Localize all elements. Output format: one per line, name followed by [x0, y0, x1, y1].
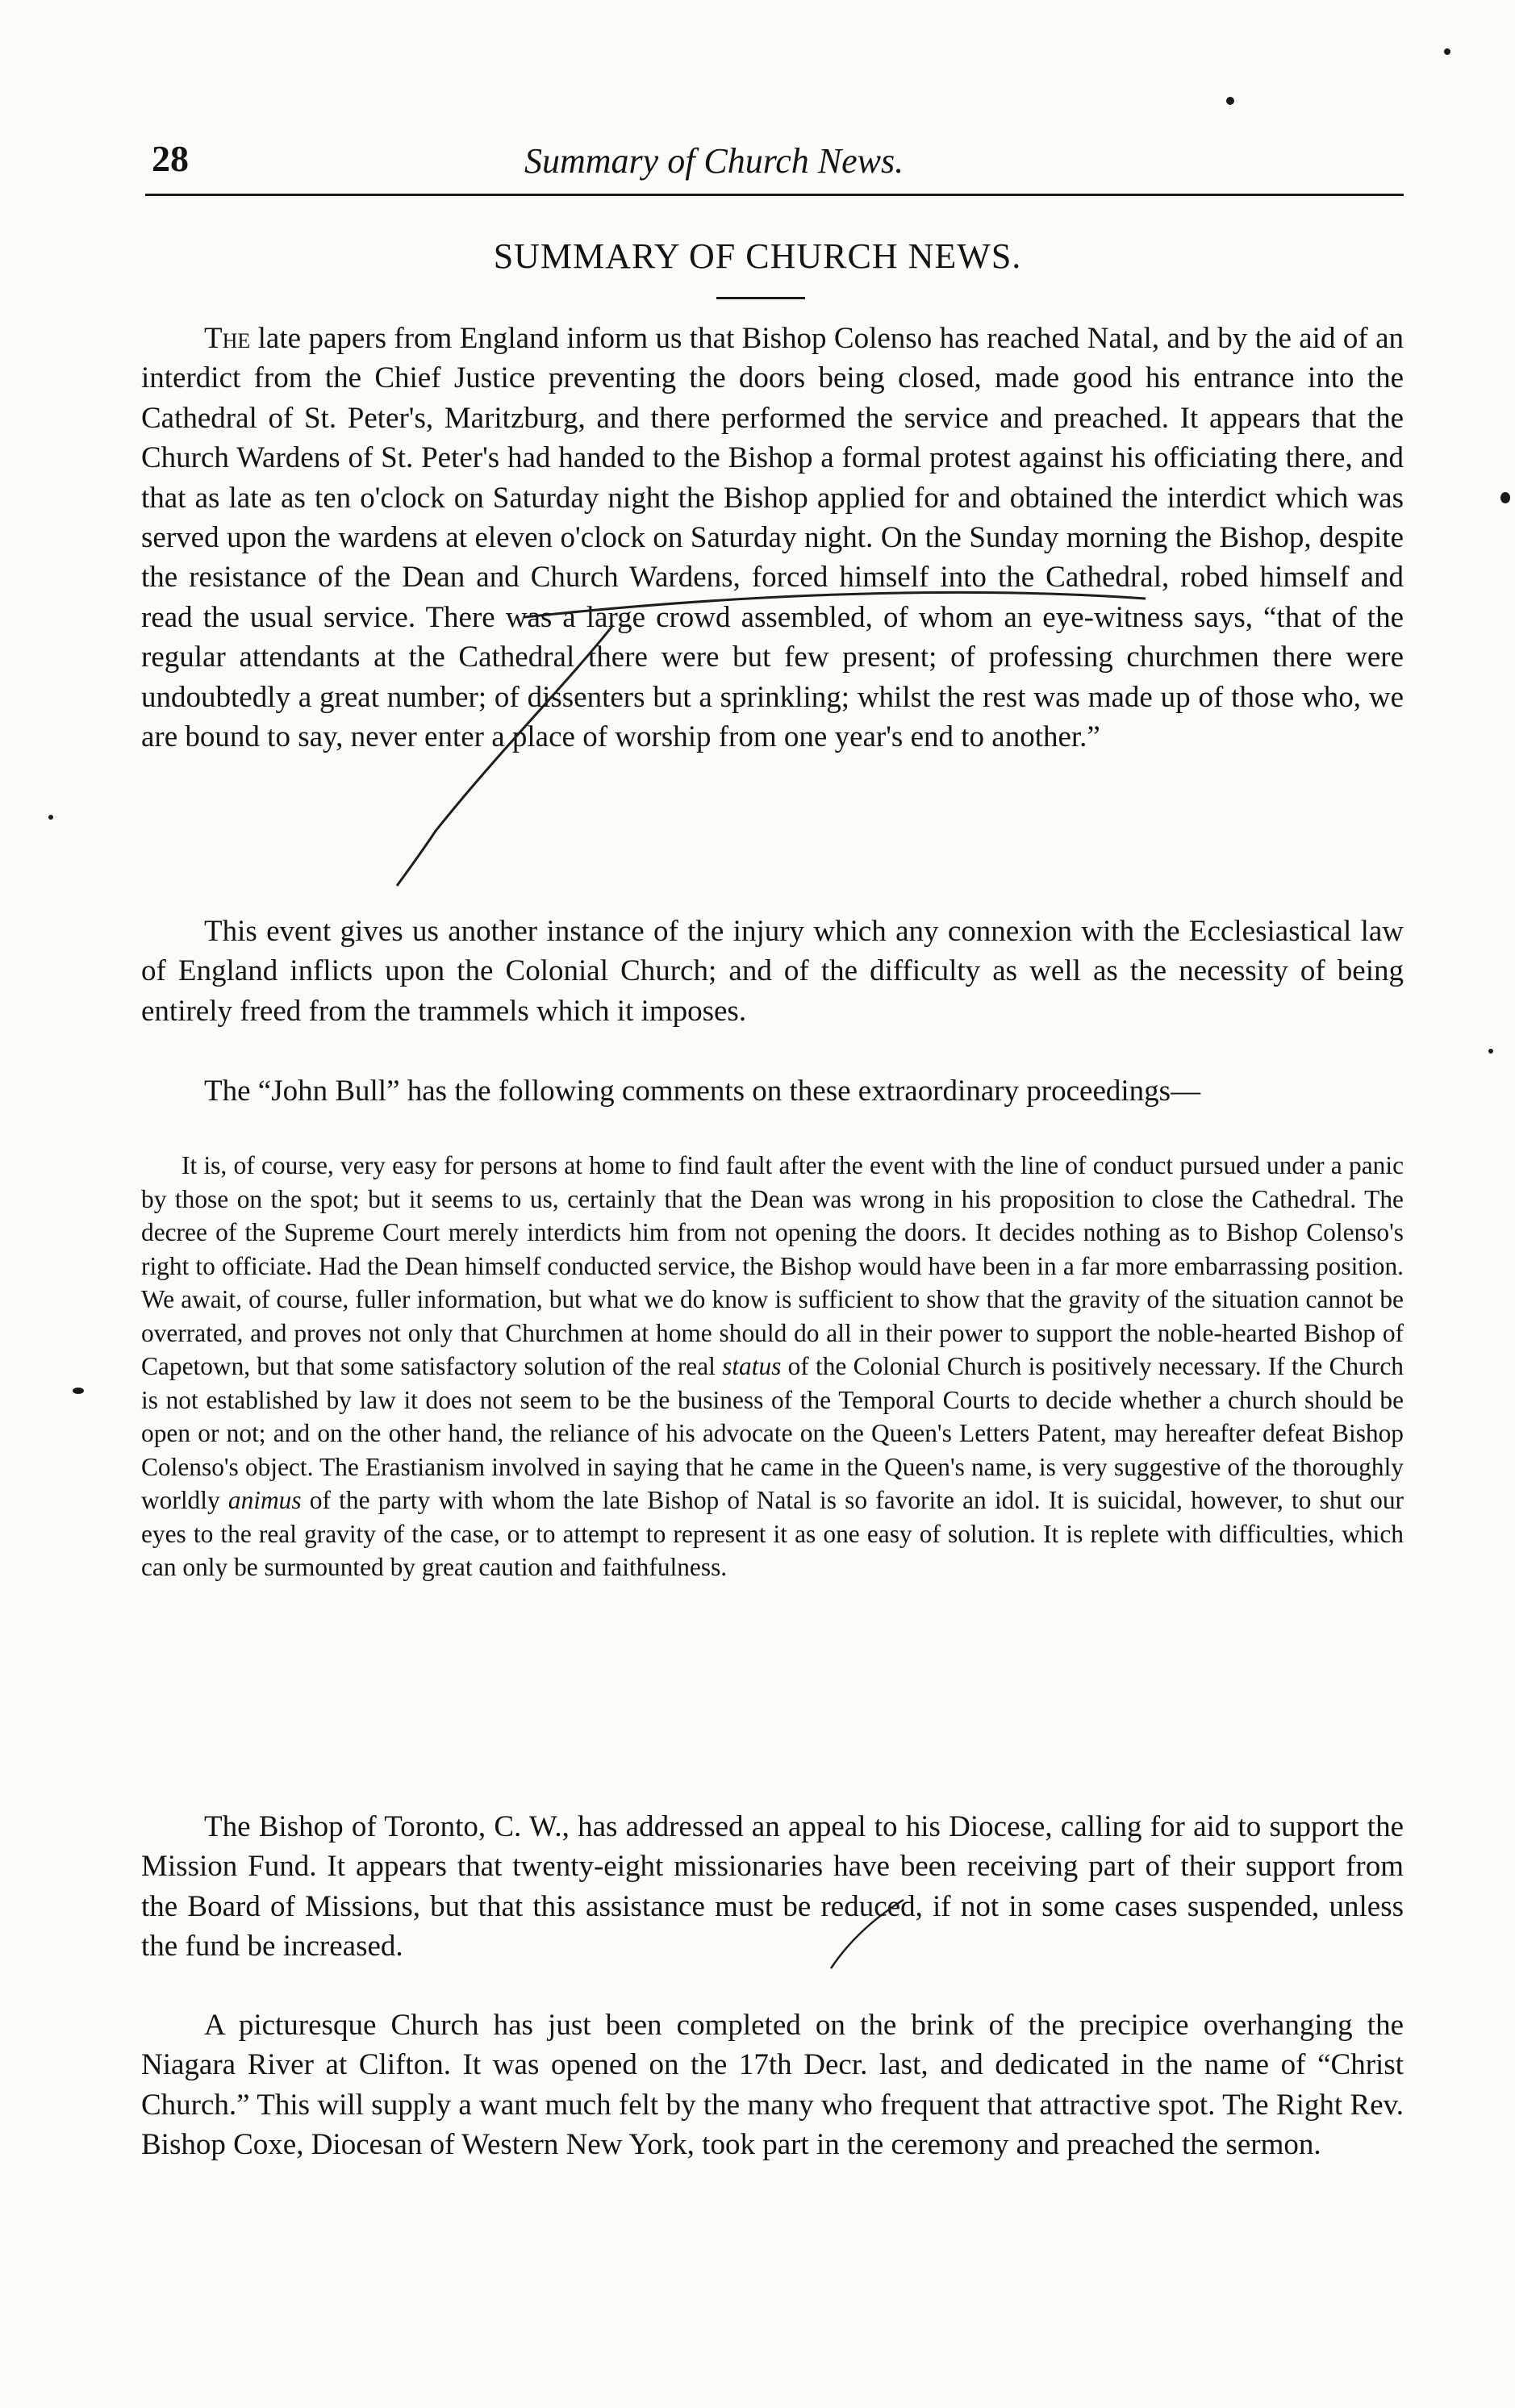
quotation-text-3: of the party with whom the late Bishop of Natal is so favorite an idol. It is suicidal, however, to shut our eyes to the real gravity of the case, or to attempt to represent it as one easy of solution. It is replete with difficulties, which can only be surmounted by great caution and faithfulness. [141, 1486, 1404, 1581]
speck-mark [1488, 1049, 1493, 1054]
speck-mark [73, 1388, 84, 1394]
paragraph-bishop-toronto: The Bishop of Toronto, C. W., has addressed an appeal to his Diocese, calling for aid to support the Mission Fund. It appears that twenty-eight missionaries have been receiving part of their support from the Board of Missions, but that this assistance must be reduced, if not in some cases suspended, unless the fund be increased. [141, 1810, 1404, 1964]
quotation-italic-status: status [722, 1352, 782, 1380]
running-title: Summary of Church News. [524, 141, 904, 181]
paragraph-john-bull-intro: The “John Bull” has the following comments on these extraordinary proceedings— [204, 1075, 1201, 1108]
paragraph-text: late papers from England inform us that Bishop Colenso has reached Natal, and by the aid of an interdict from the Chief Justice preventing the doors being closed, made good his entrance into the Cathedral of St. Peter's, Maritzburg, and there performed the service and preached. It appears that the Church Wardens of St. Peter's had handed to the Bishop a formal protest against his officiating there, and that as late as ten o'clock on Saturday night the Bishop applied for and obtained the interdict which was served upon the wardens at eleven o'clock on Saturday night. On the Sunday morning the Bishop, despite the resistance of the Dean and Church Wardens, forced himself into the Cathedral, robed himself and read the usual service. There was a large crowd assembled, of whom an eye-witness says, “that of the regular attendants at the Cathedral there were but few present; of professing churchmen there were undoubtedly a great number; of dissenters but a sprinkling; whilst the rest was made up of those who, we are bound to say, never enter a place of worship from one year's end to another.” [141, 322, 1404, 754]
quotation-italic-animus: animus [227, 1486, 302, 1514]
quotation-text-1: It is, of course, very easy for persons at home to find fault after the event with the line of conduct pursued under a panic by those on the spot; but it seems to us, certainly that the Dean was wrong in his proposition to close the Cathedral. The decree of the Supreme Court merely interdicts him from not opening the doors. It decides nothing as to Bishop Colenso's right to officiate. Had the Dean himself conducted service, the Bishop would have been in a far more embarrassing position. We await, of course, fuller information, but what we do know is sufficient to show that the gravity of the situation cannot be overrated, and proves not only that Churchmen at home should do all in their power to support the noble-hearted Bishop of Capetown, but that some satisfactory solution of the real [141, 1151, 1404, 1380]
speck-mark [1444, 48, 1450, 55]
paragraph-lead-word: The [204, 322, 251, 355]
speck-mark [1226, 97, 1234, 105]
quotation-text-2: of the Colonial Church is positively necessary. If the Church is not established by law it does not seem to be the business of the Temporal Courts to decide whether a church should be open or not; and on the other hand, the reliance of his advocate on the Queen's Letters Patent, may hereafter defeat Bishop Colenso's object. The Erastianism involved in saying that he came in the Queen's name, is very suggestive of the thoroughly worldly [141, 1352, 1404, 1514]
speck-mark [48, 815, 53, 820]
paragraph-niagara-church: A picturesque Church has just been completed on the brink of the precipice overhanging the Niagara River at Clifton. It was opened on the 17th Decr. last, and dedicated in the name of “Christ Church.” This will supply a want much felt by the many who frequent that attractive spot. The Right Rev. Bishop Coxe, Diocesan of Western New York, took part in the ceremony and preached the sermon. [141, 2009, 1404, 2162]
speck-mark [1500, 492, 1510, 503]
article-title: SUMMARY OF CHURCH NEWS. [493, 236, 1022, 276]
page-number: 28 [152, 138, 189, 179]
paragraph-ecclesiastical-law: This event gives us another instance of the injury which any connexion with the Ecclesiastical law of England inflicts upon the Colonial Church; and of the difficulty as well as the necessity of being entirely freed from the trammels which it imposes. [141, 915, 1404, 1028]
